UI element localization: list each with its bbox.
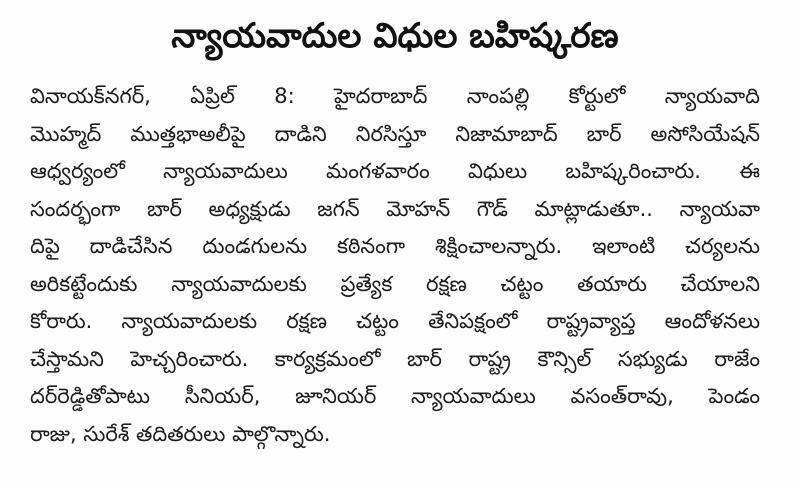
article-line: కోరారు. న్యాయవాదులకు రక్షణ చట్టం తేనిపక్షంలో రాష్ట్రవ్యాప్త ఆందోళనలు bbox=[30, 309, 760, 333]
article-line: వినాయక్‌నగర్, ఏప్రిల్ 8: హైదరాబాద్ నాంపల్లి కోర్టులో న్యాయవాది bbox=[30, 84, 760, 108]
article-body bbox=[30, 70, 760, 453]
article-line: దిపై దాడిచేసిన దుండగులను కఠినంగా శిక్షించాలన్నారు. ఇలాంటి చర్యలను bbox=[30, 234, 760, 258]
article-line: ఆధ్వర్యంలో న్యాయవాదులు మంగళవారం విధులు బహిష్కరించారు. ఈ bbox=[30, 159, 760, 183]
article-headline: న్యాయవాదుల విధుల బహిష్కరణ bbox=[171, 16, 619, 56]
article-line: మొహ్మద్ ముత్తభాఅలీపై దాడిని నిరసిస్తూ నిజామాబాద్ బార్ అసోసియేషన్ bbox=[30, 121, 760, 146]
article-line: చేస్తామని హెచ్చరించారు. కార్యక్రమంలో బార్ రాష్ట్ర కౌన్సిల్ సభ్యుడు రాజేం bbox=[30, 346, 760, 371]
article-line: దర్‌రెడ్డితోపాటు సీనియర్, జూనియర్ న్యాయవాదులు వసంత్‌రావు, పెండం bbox=[30, 384, 760, 408]
article-line: సందర్భంగా బార్ అధ్యక్షుడు జగన్ మోహన్ గౌడ్ మాట్లాడుతూ.. న్యాయవా bbox=[30, 196, 760, 221]
article-line: రాజు, సురేశ్ తదితరులు పాల్గొన్నారు. bbox=[30, 421, 331, 446]
article-line: అరికట్టేందుకు న్యాయవాదులకు ప్రత్యేక రక్షణ చట్టం తయారు చేయాలని bbox=[30, 271, 760, 296]
